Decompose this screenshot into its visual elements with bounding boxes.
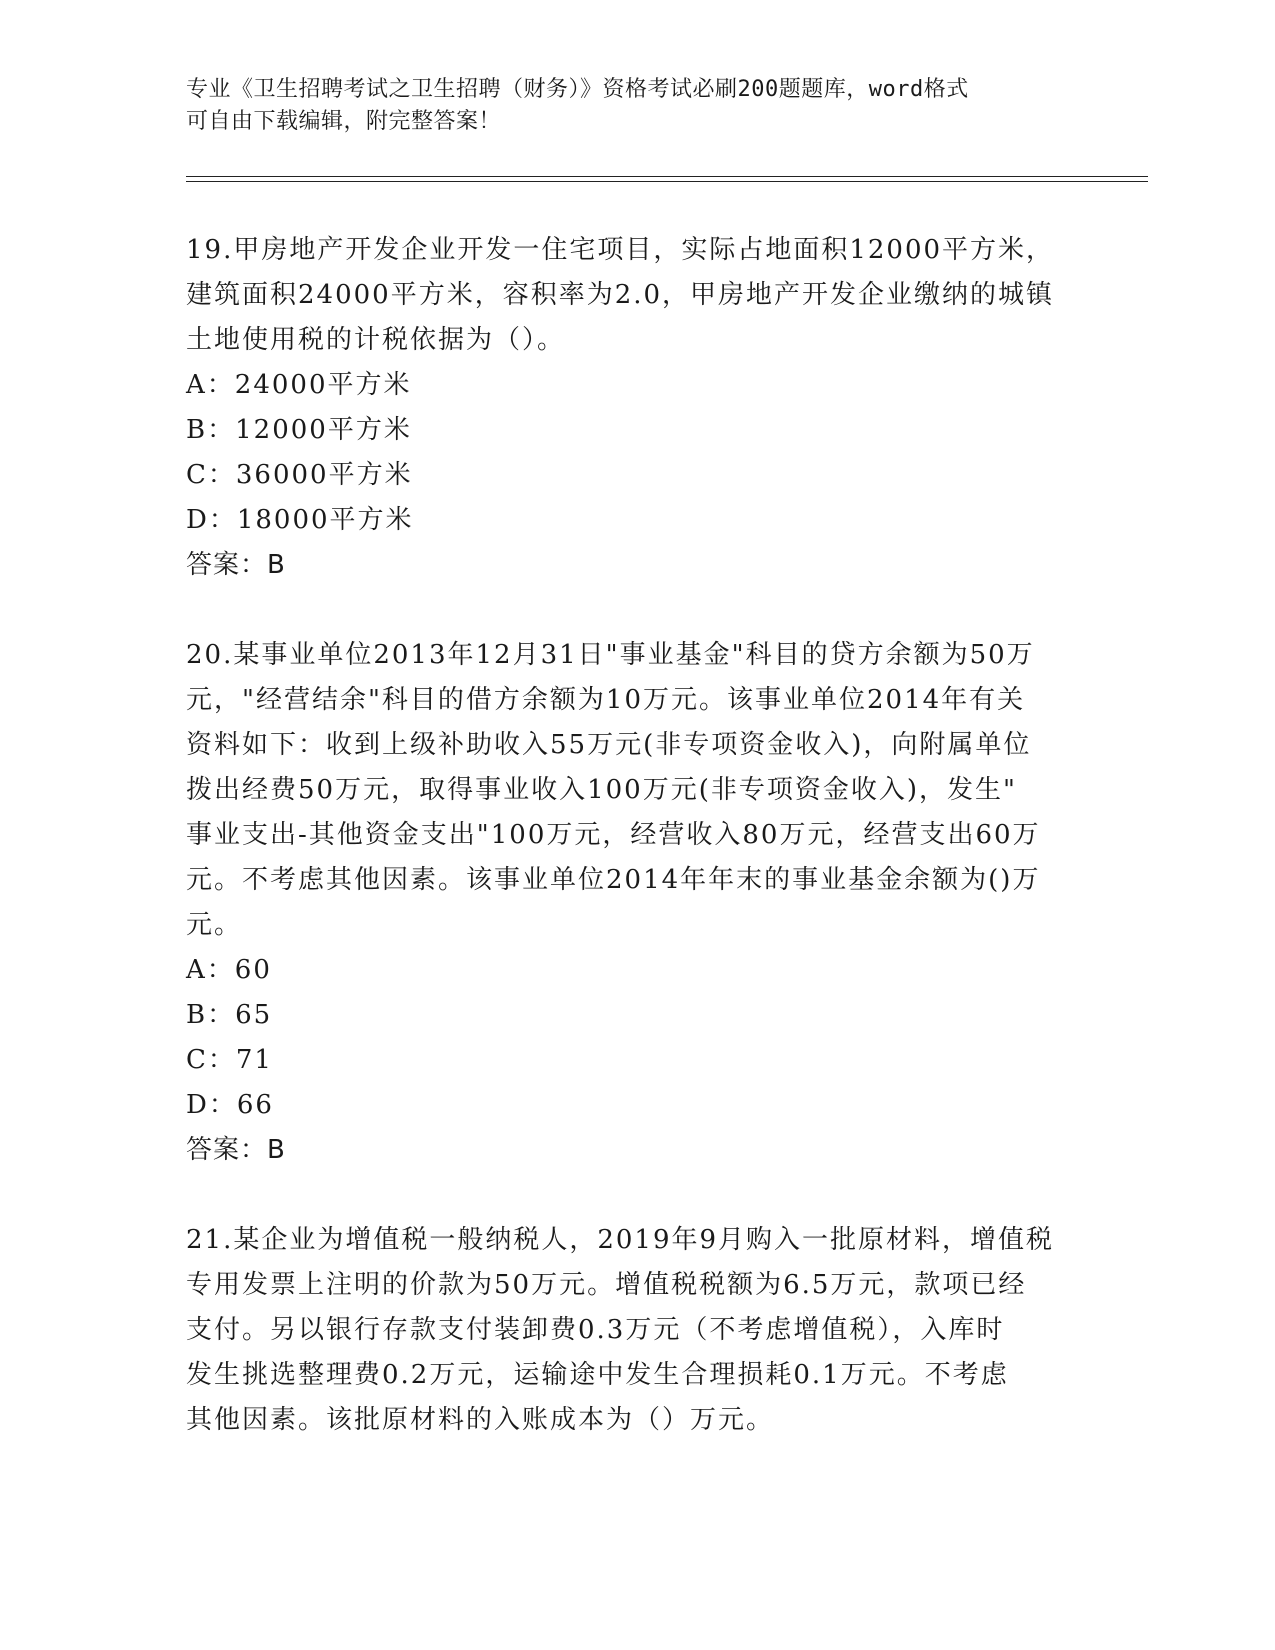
question-stem-line: 元，"经营结余"科目的借方余额为10万元。该事业单位2014年有关 (186, 685, 1026, 715)
question-stem-line: 事业支出-其他资金支出"100万元，经营收入80万元，经营支出60万 (186, 820, 1041, 850)
question-stem-line: 其他因素。该批原材料的入账成本为（）万元。 (186, 1405, 775, 1435)
option-c: C：36000平方米 (186, 460, 413, 490)
option-b: B：65 (186, 1000, 273, 1030)
question-stem-line: 19.甲房地产开发企业开发一住宅项目，实际占地面积12000平方米， (186, 235, 1055, 265)
option-d: D：66 (186, 1090, 274, 1120)
question-list (186, 228, 1086, 1488)
question-stem-line: 拨出经费50万元，取得事业收入100万元(非专项资金收入)，发生" (186, 775, 1017, 805)
question-stem-line: 发生挑选整理费0.2万元，运输途中发生合理损耗0.1万元。不考虑 (186, 1360, 1009, 1390)
option-c: C：71 (186, 1045, 273, 1075)
option-a: A：24000平方米 (186, 370, 412, 400)
question-stem-line: 土地使用税的计税依据为（）。 (186, 325, 566, 355)
question-stem-line: 资料如下：收到上级补助收入55万元(非专项资金收入)，向附属单位 (186, 730, 1032, 760)
document-header (186, 74, 1086, 138)
answer-line: 答案：B (186, 550, 286, 580)
question-stem-line: 21.某企业为增值税一般纳税人，2019年9月购入一批原材料，增值税 (186, 1225, 1055, 1255)
question-19 (186, 228, 1086, 588)
option-b: B：12000平方米 (186, 415, 412, 445)
header-divider-top (186, 176, 1148, 177)
header-line-1: 专业《卫生招聘考试之卫生招聘（财务）》资格考试必刷200题题库，word格式 (186, 77, 969, 102)
header-divider-bottom (186, 181, 1148, 182)
question-stem-line: 支付。另以银行存款支付装卸费0.3万元（不考虑增值税），入库时 (186, 1315, 1005, 1345)
option-a: A：60 (186, 955, 272, 985)
question-stem-line: 元。不考虑其他因素。该事业单位2014年年末的事业基金余额为()万 (186, 865, 1041, 895)
question-stem-line: 专用发票上注明的价款为50万元。增值税税额为6.5万元，款项已经 (186, 1270, 1027, 1300)
question-20 (186, 633, 1086, 1173)
header-line-2: 可自由下载编辑，附完整答案！ (186, 109, 502, 134)
question-stem-line: 元。 (186, 910, 243, 940)
question-21 (186, 1218, 1086, 1443)
question-stem-line: 建筑面积24000平方米，容积率为2.0，甲房地产开发企业缴纳的城镇 (186, 280, 1055, 310)
question-stem-line: 20.某事业单位2013年12月31日"事业基金"科目的贷方余额为50万 (186, 640, 1035, 670)
option-d: D：18000平方米 (186, 505, 414, 535)
answer-line: 答案：B (186, 1135, 286, 1165)
